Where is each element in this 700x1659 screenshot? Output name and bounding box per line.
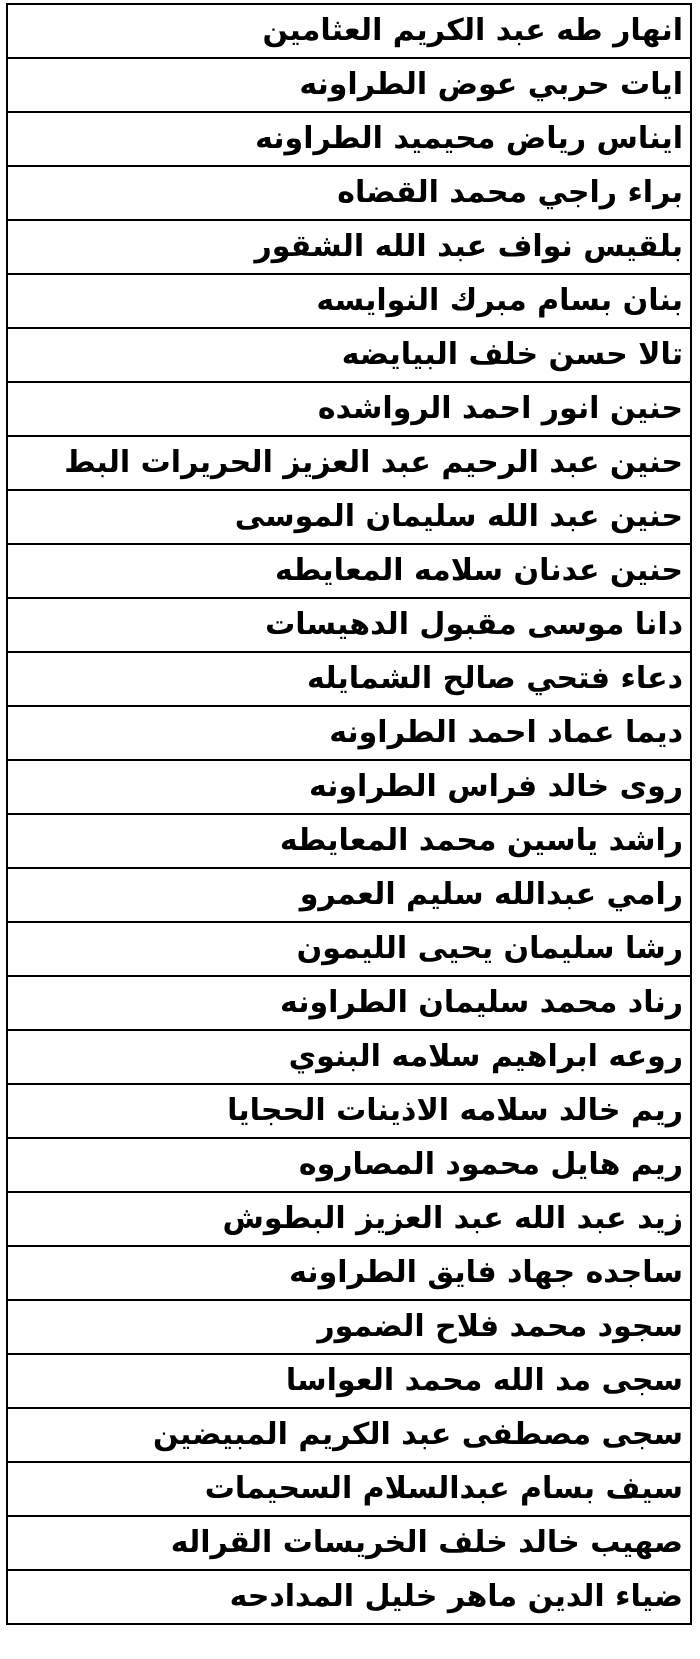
table-row xyxy=(7,382,691,436)
name-cell: راشد ياسين محمد المعايطه xyxy=(7,814,691,868)
table-row xyxy=(7,58,691,112)
names-table-body xyxy=(7,4,691,1624)
table-row xyxy=(7,436,691,490)
name-cell: روى خالد فراس الطراونه xyxy=(7,760,691,814)
name-cell: بنان بسام مبرك النوايسه xyxy=(7,274,691,328)
name-cell: دعاء فتحي صالح الشمايله xyxy=(7,652,691,706)
name-cell: انهار طه عبد الكريم العثامين xyxy=(7,4,691,58)
name-cell: سجى مصطفى عبد الكريم المبيضين xyxy=(7,1408,691,1462)
name-cell: سجى مد الله محمد العواسا xyxy=(7,1354,691,1408)
name-cell: ايناس رياض محيميد الطراونه xyxy=(7,112,691,166)
table-row xyxy=(7,814,691,868)
name-cell: سيف بسام عبدالسلام السحيمات xyxy=(7,1462,691,1516)
name-cell: براء راجي محمد القضاه xyxy=(7,166,691,220)
names-table xyxy=(6,3,692,1625)
name-cell: رناد محمد سليمان الطراونه xyxy=(7,976,691,1030)
table-row xyxy=(7,1030,691,1084)
table-row xyxy=(7,220,691,274)
table-row xyxy=(7,1084,691,1138)
name-cell: ساجده جهاد فايق الطراونه xyxy=(7,1246,691,1300)
name-cell: سجود محمد فلاح الضمور xyxy=(7,1300,691,1354)
table-row xyxy=(7,1138,691,1192)
table-row xyxy=(7,4,691,58)
table-row xyxy=(7,706,691,760)
table-row xyxy=(7,544,691,598)
table-row xyxy=(7,1192,691,1246)
table-row xyxy=(7,1570,691,1624)
table-row xyxy=(7,976,691,1030)
name-cell: دانا موسى مقبول الدهيسات xyxy=(7,598,691,652)
name-cell: صهيب خالد خلف الخريسات القراله xyxy=(7,1516,691,1570)
name-cell: ضياء الدين ماهر خليل المدادحه xyxy=(7,1570,691,1624)
table-row xyxy=(7,1408,691,1462)
table-row xyxy=(7,1246,691,1300)
table-row xyxy=(7,1300,691,1354)
table-row xyxy=(7,652,691,706)
name-cell: زيد عبد الله عبد العزيز البطوش xyxy=(7,1192,691,1246)
name-cell: روعه ابراهيم سلامه البنوي xyxy=(7,1030,691,1084)
name-cell: حنين عبد الرحيم عبد العزيز الحريرات البط xyxy=(7,436,691,490)
table-row xyxy=(7,274,691,328)
name-cell: ريم خالد سلامه الاذينات الحجايا xyxy=(7,1084,691,1138)
name-cell: ديما عماد احمد الطراونه xyxy=(7,706,691,760)
name-cell: حنين انور احمد الرواشده xyxy=(7,382,691,436)
name-cell: حنين عدنان سلامه المعايطه xyxy=(7,544,691,598)
name-cell: حنين عبد الله سليمان الموسى xyxy=(7,490,691,544)
table-row xyxy=(7,1462,691,1516)
name-cell: رشا سليمان يحيى الليمون xyxy=(7,922,691,976)
name-cell: تالا حسن خلف البيايضه xyxy=(7,328,691,382)
table-row xyxy=(7,1354,691,1408)
table-row xyxy=(7,760,691,814)
table-row xyxy=(7,166,691,220)
name-cell: ريم هايل محمود المصاروه xyxy=(7,1138,691,1192)
table-row xyxy=(7,598,691,652)
table-row xyxy=(7,1516,691,1570)
table-row xyxy=(7,490,691,544)
name-cell: ايات حربي عوض الطراونه xyxy=(7,58,691,112)
name-cell: بلقيس نواف عبد الله الشقور xyxy=(7,220,691,274)
table-row xyxy=(7,112,691,166)
table-row xyxy=(7,922,691,976)
table-row xyxy=(7,868,691,922)
table-row xyxy=(7,328,691,382)
name-cell: رامي عبدالله سليم العمرو xyxy=(7,868,691,922)
